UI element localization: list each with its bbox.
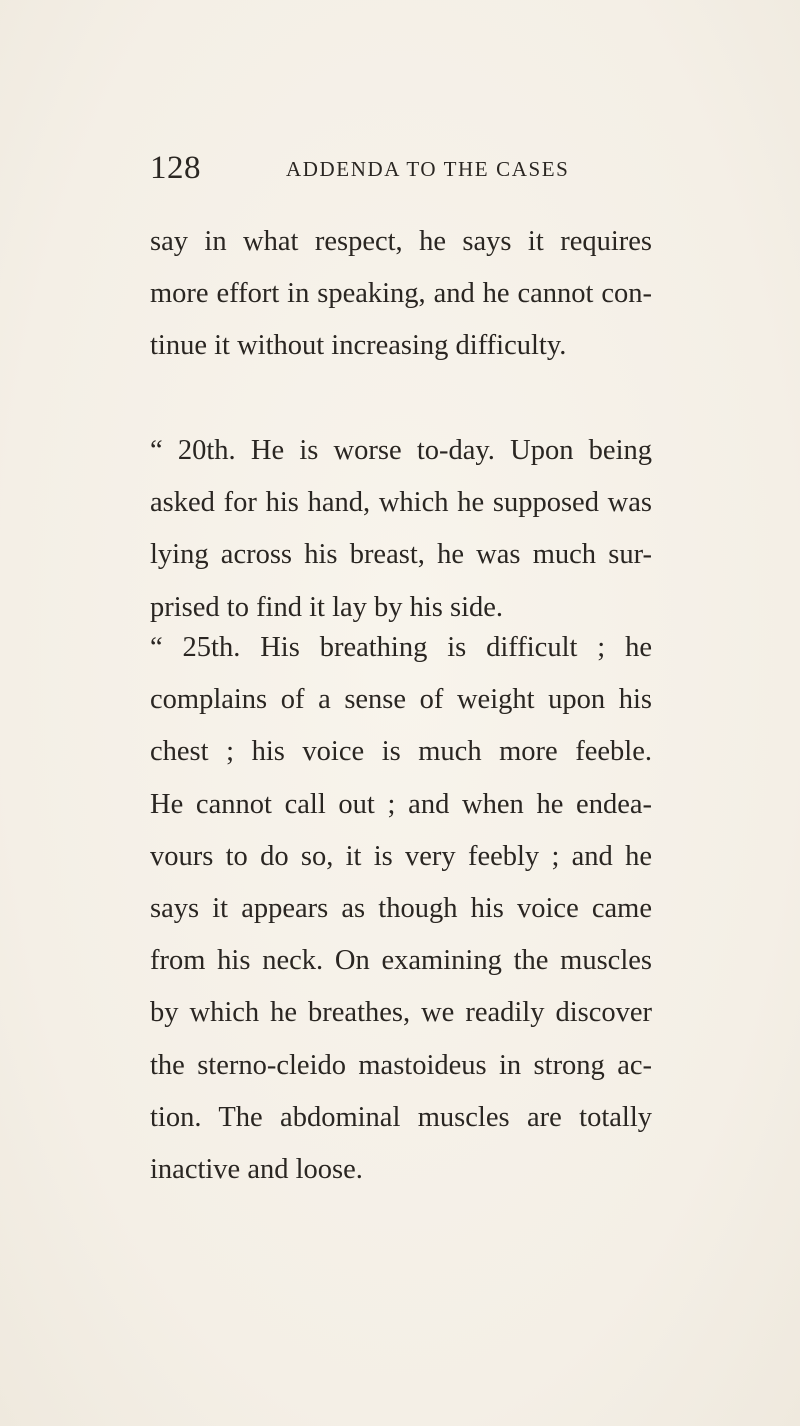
text-line: chest ; his voice is much more feeble. xyxy=(150,736,652,768)
text-line: complains of a sense of weight upon his xyxy=(150,684,652,716)
text-line: asked for his hand, which he supposed was xyxy=(150,487,652,519)
text-line: tinue it without increasing difficulty. xyxy=(150,330,567,362)
paragraph-25th xyxy=(150,622,652,1196)
text-line: prised to find it lay by his side. xyxy=(150,591,504,623)
text-line: He cannot call out ; and when he endea- xyxy=(150,788,652,820)
text-line: “ 20th. He is worse to-day. Upon being xyxy=(150,435,652,466)
text-line: says it appears as though his voice came xyxy=(150,893,652,925)
page-number: 128 xyxy=(150,150,201,186)
paragraph-20th xyxy=(150,425,652,634)
running-head: ADDENDA TO THE CASES xyxy=(286,157,570,181)
text-line: vours to do so, it is very feebly ; and he xyxy=(150,840,652,872)
page-header xyxy=(150,148,650,188)
text-line: say in what respect, he says it requires xyxy=(150,226,652,257)
paragraph-continuation xyxy=(150,216,652,373)
text-line: tion. The abdominal muscles are totally xyxy=(150,1101,652,1133)
text-line: by which he breathes, we readily discover xyxy=(150,997,652,1029)
text-line: more effort in speaking, and he cannot con- xyxy=(150,278,652,310)
text-line: lying across his breast, he was much sur- xyxy=(150,539,652,571)
text-line: “ 25th. His breathing is difficult ; he xyxy=(150,632,652,663)
text-line: inactive and loose. xyxy=(150,1154,363,1186)
text-line: from his neck. On examining the muscles xyxy=(150,945,652,977)
text-line: the sterno-cleido mastoideus in strong ac- xyxy=(150,1049,652,1081)
